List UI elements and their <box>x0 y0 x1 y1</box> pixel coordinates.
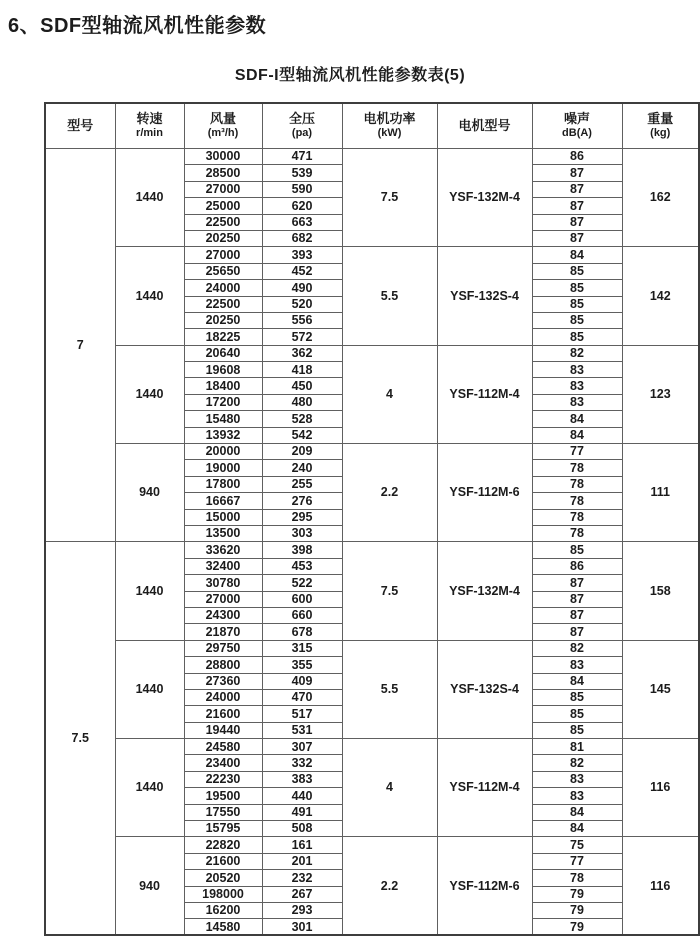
cell-pressure: 600 <box>262 591 342 607</box>
cell-airflow: 28500 <box>184 165 262 181</box>
cell-noise: 81 <box>532 739 622 755</box>
cell-pressure: 556 <box>262 312 342 328</box>
cell-noise: 85 <box>532 722 622 738</box>
cell-pressure: 491 <box>262 804 342 820</box>
cell-airflow: 27360 <box>184 673 262 689</box>
cell-speed: 1440 <box>115 345 184 443</box>
cell-pressure: 531 <box>262 722 342 738</box>
table-row <box>45 837 699 853</box>
cell-pressure: 480 <box>262 394 342 410</box>
cell-noise: 82 <box>532 640 622 656</box>
cell-motor-model: YSF-112M-6 <box>437 444 532 542</box>
cell-pressure: 678 <box>262 624 342 640</box>
cell-airflow: 32400 <box>184 558 262 574</box>
cell-noise: 84 <box>532 427 622 443</box>
cell-pressure: 332 <box>262 755 342 771</box>
cell-pressure: 682 <box>262 230 342 246</box>
cell-pressure: 470 <box>262 689 342 705</box>
cell-noise: 84 <box>532 247 622 263</box>
cell-noise: 85 <box>532 706 622 722</box>
table-row <box>45 640 699 656</box>
cell-noise: 85 <box>532 280 622 296</box>
cell-pressure: 620 <box>262 198 342 214</box>
cell-pressure: 315 <box>262 640 342 656</box>
cell-noise: 77 <box>532 444 622 460</box>
cell-power: 5.5 <box>342 640 437 738</box>
cell-noise: 85 <box>532 296 622 312</box>
cell-pressure: 301 <box>262 919 342 935</box>
cell-airflow: 20520 <box>184 870 262 886</box>
cell-noise: 79 <box>532 902 622 918</box>
cell-airflow: 18400 <box>184 378 262 394</box>
cell-pressure: 161 <box>262 837 342 853</box>
cell-motor-model: YSF-132S-4 <box>437 247 532 345</box>
cell-airflow: 15795 <box>184 821 262 837</box>
cell-pressure: 362 <box>262 345 342 361</box>
cell-airflow: 198000 <box>184 886 262 902</box>
col-header-weight: 重量 (kg) <box>622 103 699 149</box>
cell-airflow: 24000 <box>184 280 262 296</box>
cell-noise: 87 <box>532 165 622 181</box>
cell-power: 2.2 <box>342 444 437 542</box>
cell-airflow: 24580 <box>184 739 262 755</box>
cell-power: 4 <box>342 345 437 443</box>
cell-model: 7.5 <box>45 542 115 935</box>
cell-airflow: 33620 <box>184 542 262 558</box>
cell-noise: 78 <box>532 870 622 886</box>
cell-weight: 116 <box>622 739 699 837</box>
cell-noise: 78 <box>532 509 622 525</box>
cell-speed: 1440 <box>115 149 184 247</box>
cell-speed: 940 <box>115 444 184 542</box>
cell-airflow: 30000 <box>184 149 262 165</box>
cell-pressure: 240 <box>262 460 342 476</box>
cell-noise: 83 <box>532 378 622 394</box>
cell-pressure: 660 <box>262 607 342 623</box>
col-header-speed: 转速 r/min <box>115 103 184 149</box>
cell-speed: 1440 <box>115 247 184 345</box>
table-row <box>45 542 699 558</box>
table-row <box>45 247 699 263</box>
cell-noise: 83 <box>532 771 622 787</box>
cell-airflow: 18225 <box>184 329 262 345</box>
cell-pressure: 393 <box>262 247 342 263</box>
cell-airflow: 25650 <box>184 263 262 279</box>
cell-noise: 82 <box>532 345 622 361</box>
cell-speed: 1440 <box>115 739 184 837</box>
cell-motor-model: YSF-132M-4 <box>437 149 532 247</box>
cell-pressure: 293 <box>262 902 342 918</box>
cell-motor-model: YSF-132M-4 <box>437 542 532 640</box>
cell-pressure: 418 <box>262 362 342 378</box>
cell-noise: 83 <box>532 362 622 378</box>
table-body <box>45 149 699 936</box>
cell-noise: 79 <box>532 886 622 902</box>
cell-power: 7.5 <box>342 542 437 640</box>
cell-noise: 87 <box>532 230 622 246</box>
cell-motor-model: YSF-112M-4 <box>437 345 532 443</box>
cell-noise: 87 <box>532 181 622 197</box>
cell-model: 7 <box>45 149 115 542</box>
cell-pressure: 409 <box>262 673 342 689</box>
table-row <box>45 345 699 361</box>
col-header-motor-model: 电机型号 <box>437 103 532 149</box>
cell-weight: 158 <box>622 542 699 640</box>
cell-noise: 78 <box>532 493 622 509</box>
cell-noise: 84 <box>532 673 622 689</box>
cell-airflow: 23400 <box>184 755 262 771</box>
cell-weight: 111 <box>622 444 699 542</box>
cell-noise: 83 <box>532 657 622 673</box>
cell-pressure: 232 <box>262 870 342 886</box>
cell-pressure: 663 <box>262 214 342 230</box>
cell-airflow: 20250 <box>184 230 262 246</box>
cell-airflow: 28800 <box>184 657 262 673</box>
table-row <box>45 739 699 755</box>
cell-airflow: 22500 <box>184 296 262 312</box>
cell-noise: 78 <box>532 525 622 541</box>
cell-airflow: 13500 <box>184 525 262 541</box>
page-title: 6、SDF型轴流风机性能参数 <box>8 15 267 37</box>
cell-pressure: 520 <box>262 296 342 312</box>
cell-airflow: 19500 <box>184 788 262 804</box>
cell-power: 7.5 <box>342 149 437 247</box>
cell-airflow: 19608 <box>184 362 262 378</box>
cell-weight: 123 <box>622 345 699 443</box>
cell-motor-model: YSF-112M-4 <box>437 739 532 837</box>
cell-pressure: 453 <box>262 558 342 574</box>
cell-power: 4 <box>342 739 437 837</box>
cell-airflow: 17550 <box>184 804 262 820</box>
cell-noise: 86 <box>532 558 622 574</box>
cell-airflow: 27000 <box>184 247 262 263</box>
cell-airflow: 27000 <box>184 181 262 197</box>
cell-airflow: 24000 <box>184 689 262 705</box>
cell-noise: 85 <box>532 263 622 279</box>
cell-pressure: 201 <box>262 853 342 869</box>
cell-noise: 84 <box>532 821 622 837</box>
cell-airflow: 15000 <box>184 509 262 525</box>
cell-airflow: 30780 <box>184 575 262 591</box>
cell-weight: 162 <box>622 149 699 247</box>
cell-noise: 84 <box>532 411 622 427</box>
cell-pressure: 398 <box>262 542 342 558</box>
cell-noise: 78 <box>532 476 622 492</box>
cell-weight: 142 <box>622 247 699 345</box>
cell-pressure: 528 <box>262 411 342 427</box>
cell-airflow: 24300 <box>184 607 262 623</box>
table-row <box>45 149 699 165</box>
cell-pressure: 490 <box>262 280 342 296</box>
cell-airflow: 15480 <box>184 411 262 427</box>
cell-pressure: 539 <box>262 165 342 181</box>
cell-noise: 85 <box>532 312 622 328</box>
col-header-model: 型号 <box>45 103 115 149</box>
cell-airflow: 20000 <box>184 444 262 460</box>
col-header-noise: 噪声 dB(A) <box>532 103 622 149</box>
cell-speed: 1440 <box>115 542 184 640</box>
cell-airflow: 22500 <box>184 214 262 230</box>
cell-noise: 87 <box>532 575 622 591</box>
cell-noise: 87 <box>532 607 622 623</box>
cell-weight: 116 <box>622 837 699 935</box>
col-header-pressure: 全压 (pa) <box>262 103 342 149</box>
cell-airflow: 21600 <box>184 706 262 722</box>
cell-noise: 87 <box>532 214 622 230</box>
cell-pressure: 267 <box>262 886 342 902</box>
cell-airflow: 29750 <box>184 640 262 656</box>
table-subtitle: SDF-I型轴流风机性能参数表(5) <box>234 67 466 84</box>
header-row <box>45 103 699 149</box>
cell-airflow: 22230 <box>184 771 262 787</box>
cell-pressure: 517 <box>262 706 342 722</box>
cell-pressure: 452 <box>262 263 342 279</box>
cell-noise: 87 <box>532 624 622 640</box>
cell-speed: 1440 <box>115 640 184 738</box>
cell-airflow: 14580 <box>184 919 262 935</box>
fan-performance-table <box>44 102 700 936</box>
cell-noise: 83 <box>532 394 622 410</box>
cell-noise: 85 <box>532 542 622 558</box>
cell-pressure: 572 <box>262 329 342 345</box>
cell-weight: 145 <box>622 640 699 738</box>
cell-noise: 85 <box>532 329 622 345</box>
cell-airflow: 21870 <box>184 624 262 640</box>
cell-airflow: 16667 <box>184 493 262 509</box>
cell-airflow: 13932 <box>184 427 262 443</box>
cell-speed: 940 <box>115 837 184 935</box>
cell-airflow: 17200 <box>184 394 262 410</box>
cell-noise: 78 <box>532 460 622 476</box>
cell-airflow: 17800 <box>184 476 262 492</box>
cell-pressure: 383 <box>262 771 342 787</box>
cell-motor-model: YSF-132S-4 <box>437 640 532 738</box>
cell-pressure: 209 <box>262 444 342 460</box>
cell-noise: 86 <box>532 149 622 165</box>
cell-airflow: 21600 <box>184 853 262 869</box>
cell-noise: 87 <box>532 591 622 607</box>
cell-airflow: 22820 <box>184 837 262 853</box>
cell-pressure: 542 <box>262 427 342 443</box>
cell-pressure: 307 <box>262 739 342 755</box>
cell-pressure: 450 <box>262 378 342 394</box>
cell-pressure: 508 <box>262 821 342 837</box>
cell-airflow: 16200 <box>184 902 262 918</box>
cell-pressure: 255 <box>262 476 342 492</box>
cell-pressure: 295 <box>262 509 342 525</box>
cell-noise: 84 <box>532 804 622 820</box>
cell-airflow: 20640 <box>184 345 262 361</box>
cell-pressure: 522 <box>262 575 342 591</box>
cell-pressure: 471 <box>262 149 342 165</box>
cell-pressure: 590 <box>262 181 342 197</box>
cell-airflow: 25000 <box>184 198 262 214</box>
cell-airflow: 27000 <box>184 591 262 607</box>
cell-noise: 82 <box>532 755 622 771</box>
table-row <box>45 444 699 460</box>
cell-motor-model: YSF-112M-6 <box>437 837 532 935</box>
col-header-airflow: 风量 (m³/h) <box>184 103 262 149</box>
cell-airflow: 20250 <box>184 312 262 328</box>
cell-pressure: 440 <box>262 788 342 804</box>
cell-power: 5.5 <box>342 247 437 345</box>
cell-noise: 85 <box>532 689 622 705</box>
cell-noise: 83 <box>532 788 622 804</box>
cell-airflow: 19440 <box>184 722 262 738</box>
cell-noise: 79 <box>532 919 622 935</box>
cell-power: 2.2 <box>342 837 437 935</box>
cell-noise: 87 <box>532 198 622 214</box>
cell-airflow: 19000 <box>184 460 262 476</box>
cell-pressure: 355 <box>262 657 342 673</box>
cell-pressure: 276 <box>262 493 342 509</box>
col-header-power: 电机功率 (kW) <box>342 103 437 149</box>
cell-noise: 75 <box>532 837 622 853</box>
cell-noise: 77 <box>532 853 622 869</box>
cell-pressure: 303 <box>262 525 342 541</box>
